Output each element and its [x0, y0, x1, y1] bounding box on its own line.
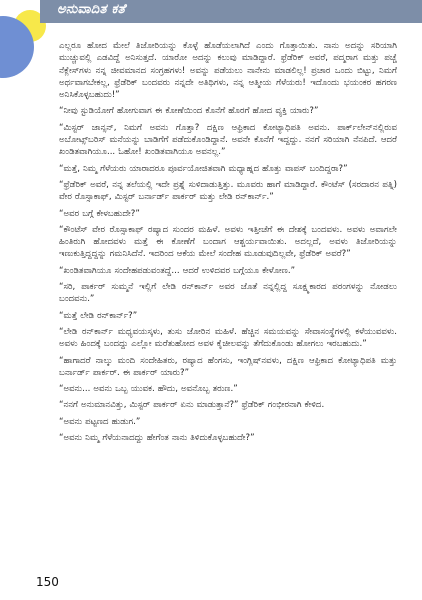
paragraph: “ಅವನು ಪಟ್ಟಣದ ಹುಡುಗ.”: [59, 416, 141, 427]
paragraph: “ಮತ್ತೆ ಲೇಡಿ ರನ್‌ಕಾರ್ನ್?”: [59, 310, 138, 321]
paragraph: “ಅವನು ನಿಮ್ಮ ಗೆಳೆಯನಾದದ್ದು ಹೇಗೆಂತ ನಾನು ತಿಳಿದುಕೊಳ್ಳಬಹುದೇ?”: [59, 433, 255, 444]
paragraph: “ನೀವು ಸ್ಟುಡಿಯೋಗೆ ಹೋಗುವಾಗ ಈ ಕೋಣೆಯಿಂದ ಕೊನೆಗೆ ಹೊರಗೆ ಹೋದ ವ್ಯಕ್ತಿ ಯಾರು?”: [59, 106, 319, 117]
paragraph: “ಖಂಡಿತವಾಗಿಯೂ ಸಂದೇಹಪಡುವಂತದ್ದೆ... ಆದರೆ ಉಳಿದವರ ಬಗ್ಗೆಯೂ ಕೇಳೋಣ.”: [59, 265, 296, 276]
paragraph: “ಫ್ರೆಡೆರಿಕ್ ಅವರೆ, ನನ್ನ ತಲೆಯಲ್ಲಿ ಇದೇ ಪ್ರಶ್ನೆ ಸುಳಿದಾಡುತ್ತಿತ್ತು. ಮೂವರು ಹಾಗೆ ಮಾಡಿದ್ದಾರೆ. ಕೌಂಟೆಸ್ (ಸರದಾರನ ಪತ್ನಿ) ವೇರ ರೊಸ್ಸಾಕಾಫ್, ಮಿಸ್ಟರ್ ಬರ್ನಾರ್ಡ್ ಪಾರ್ಕರ್ ಮತ್ತು ಲೇಡಿ ರನ್‌ಕಾರ್ನ್.”: [59, 179, 397, 203]
paragraph: “ಹಾಗಾದರೆ ನಾಲ್ಕು ಮಂದಿ ಸಂದೇಹಿತರು, ರಷ್ಯಾದ ಹೆಂಗಸು, ಇಂಗ್ಲಿಷ್‌ನವಳು, ದಕ್ಷಿಣ ಆಫ್ರಿಕಾದ ಕೋಟ್ಯಾಧಿಪತಿ ಮತ್ತು ಬರ್ನಾರ್ಡ್ ಪಾರ್ಕರ್. ಈ ಪಾರ್ಕರ್ ಯಾರು?”: [59, 355, 397, 378]
paragraph: “ಅವರ ಬಗ್ಗೆ ಕೇಳಬಹುದೇ?”: [59, 208, 140, 219]
paragraph: “ಕೌಂಟೆಸ್ ವೇರ ರೊಸ್ಸಾಕಾಫ್ ರಷ್ಯಾದ ಸುಂದರ ಮಹಿಳೆ. ಅವಳು ಇತ್ತೀಚೆಗೆ ಈ ದೇಶಕ್ಕೆ ಬಂದವಳು. ಅವಳು ಅವಾಗಲೇ ಹಿಂತಿರುಗಿ ಹೋದವಳು ಮತ್ತೆ ಈ ಕೋಣೆಗೆ ಬಂದಾಗ ಆಶ್ಚರ್ಯವಾಯಿತು. ಅದಲ್ಲದೆ, ಅವಳು ತಿಜೋರಿಯನ್ನು ಇಣುಕುತ್ತಿದ್ದದ್ದನ್ನು ಗಮನಿಸಿದೆನೆ. ಇದರಿಂದ ಆಕೆಯ ಮೇಲೆ ಸಂದೇಹ ಮೂಡುವುದಿಲ್ಲವೇ, ಫ್ರೆಡೆರಿಕ್ ಅವರೆ?”: [59, 224, 397, 260]
paragraph: “ಸರಿ, ಪಾರ್ಕರ್ ಸುಮ್ಮನೆ ಇಲ್ಲಿಗೆ ಲೇಡಿ ರನ್‌ಕಾರ್ನ್ ಅವರ ಜೊತೆ ನನ್ನಲ್ಲಿದ್ದ ಸೂಕ್ಷ್ಮಕಾರದ ಪರಂಗಳನ್ನು ನೋಡಲು ಬಂದವನು.”: [59, 282, 397, 305]
paragraph: “ಅವನು... ಅವನು ಒಬ್ಬ ಯುವಕ. ಹೌದು, ಅವನೊಬ್ಬ ತರುಣ.”: [59, 384, 238, 395]
paragraph: “ಮತ್ತೆ, ನಿಮ್ಮ ಗೆಳೆಯರು ಯಾರಾದರೂ ಪೂರ್ವಯೋಜಿತವಾಗಿ ಮಧ್ಯಾಹ್ನದ ಹೊತ್ತು ವಾಪಸ್ ಬಂದಿದ್ದರಾ?”: [59, 163, 348, 174]
page-number: 150: [36, 575, 59, 589]
paragraph: “ಲೇಡಿ ರನ್‌ಕಾರ್ನ್ ಮಧ್ಯವಯಸ್ಕಳು, ತುಸು ಜೋರಿನ ಮಹಿಳೆ. ಹೆಚ್ಚಿನ ಸಮಯವನ್ನು ಸೇವಾಸಂಸ್ಥೆಗಳಲ್ಲಿ ಕಳೆಯುವವಳು. ಅವಳು ಹಿಂದಕ್ಕೆ ಬಂದದ್ದು ಎಲ್ಲೋ ಮರೆತುಹೋದ ಅವಳ ಕೈಚೀಲವನ್ನು ತೆಗೆದುಕೊಂಡು ಹೋಗಲು ಇರಬಹುದು.”: [59, 326, 397, 350]
paragraph: ಎಲ್ಲರೂ ಹೋದ ಮೇಲೆ ತಿಜೋರಿಯನ್ನು ಕೊಳ್ಳೆ ಹೊಡೆಯಲಾಗಿದೆ ಎಂದು ಗೊತ್ತಾಯಿತು. ನಾನು ಅದನ್ನು ಸರಿಯಾಗಿ ಮುಚ್ಚುವಲ್ಲಿ ಎಡವಿದ್ದೆ ಅನಿಸುತ್ತದೆ. ಯಾರೋ ಅದನ್ನು ಕಲುವು ಮಾಡಿದ್ದಾರೆ. ಫ್ರೆಡೆರಿಕ್ ಅವರೆ, ಪದ್ಮರಾಗ ಮತ್ತು ಪಚ್ಚೆ ನೆಕ್ಲೇಸ್‌ಗಳು ನನ್ನ ಜೀವಮಾನದ ಸಂಗ್ರಹಗಳು! ಅವನ್ನು ಪಡೆಯಲು ನಾನೇನು ಮಾಡಲಿಲ್ಲ! ಪ್ರಚಾರ ಒಂದು ಬಿಟ್ಟು, ನಿಮಗೆ ಅರ್ಥವಾಗಬೇಕಲ್ಲ, ಫ್ರೆಡೆರಿಕ್ ಬಂದವರು ನನ್ನದೇ ಅತಿಥಿಗಳು, ನನ್ನ ಆತ್ಮೀಯ ಗೆಳೆಯರು! ಇದೊಂದು ಭಯಂಕರ ಹಗರಣ ಅನಿಸಿಕೊಳ್ಳಬಹುದು!”: [59, 41, 397, 101]
section-title: ಅನುವಾದಿತ ಕತೆ: [57, 2, 126, 17]
paragraph: “ಮಿಸ್ಟರ್ ಜಾನ್ಸನ್, ನಿಮಗೆ ಅವನು ಗೊತ್ತಾ? ದಕ್ಷಿಣ ಆಫ್ರಿಕಾದ ಕೋಟ್ಯಾಧಿಪತಿ ಅವನು. ಪಾರ್ಕ್‌ಲೇನ್‌ನಲ್ಲಿರುವ ಅಬೋಟ್ಸ್‌ಬರಿಸ್ ಮನೆಯನ್ನು ಬಾಡಿಗೆಗೆ ಪಡೆದುಕೊಂಡಿದ್ದಾನೆ. ಅವನೇ ಕೊನೆಗೆ ಇದ್ದದ್ದು. ನನಗೆ ಸರಿಯಾಗಿ ನೆನಪಿದೆ. ಆದರೆ ಖಂಡಿತವಾಗಿಯೂ... ಓಹೋ! ಖಂಡಿತವಾಗಿಯೂ ಅವನಲ್ಲ.”: [59, 122, 397, 158]
paragraph: “ನನಗೆ ಅನುಮಾನವಿತ್ತು, ಮಿಸ್ಟರ್ ಪಾರ್ಕರ್ ಏನು ಮಾಡುತ್ತಾನೆ?” ಫ್ರೆಡೆರಿಕ್ ಗಂಭೀರನಾಗಿ ಕೇಳಿದ.: [59, 400, 325, 411]
page-body: [59, 40, 397, 448]
